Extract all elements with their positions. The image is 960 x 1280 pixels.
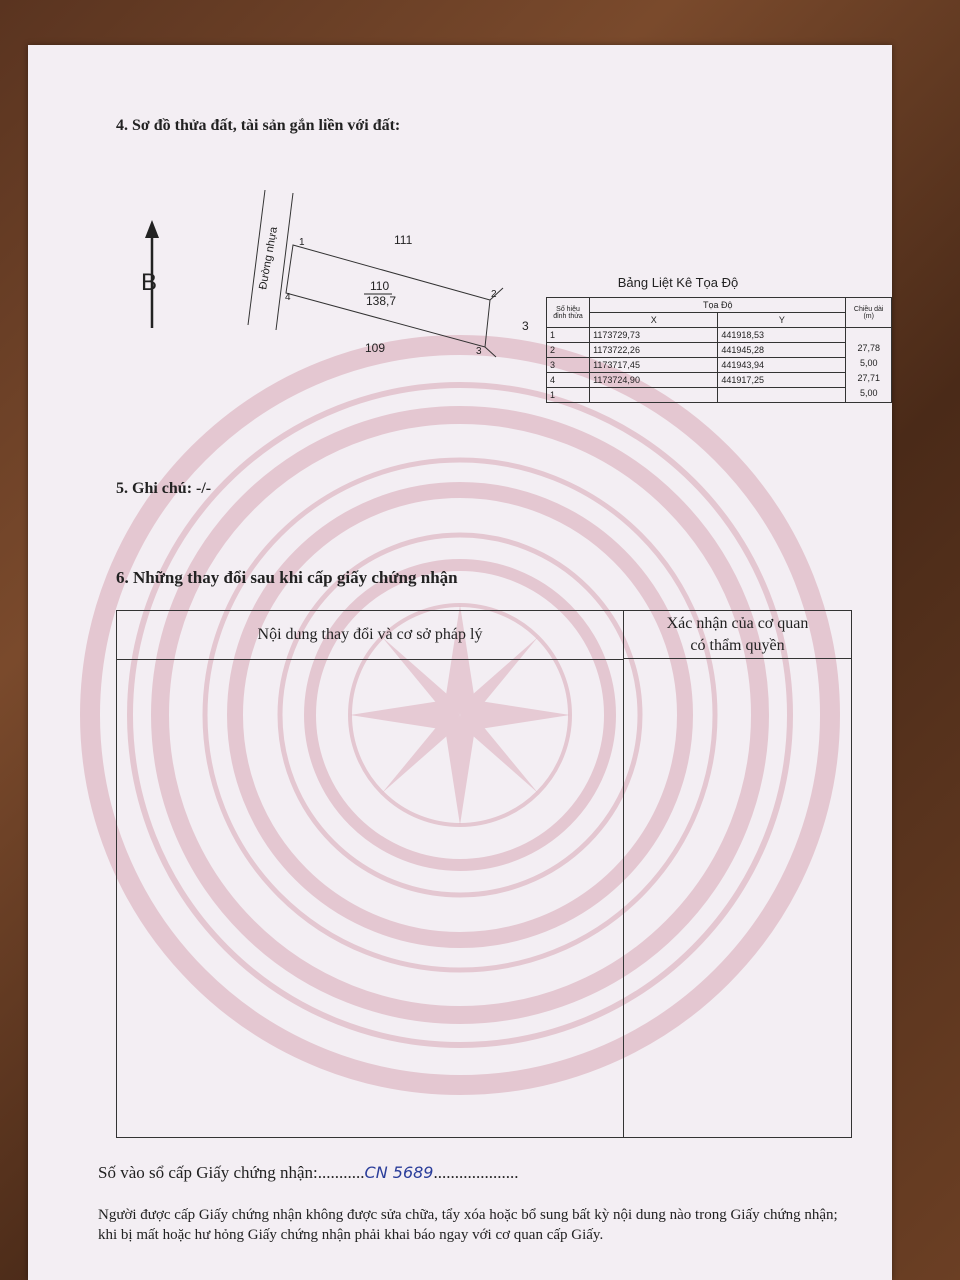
table-row xyxy=(547,388,892,403)
registry-dots-before: ........... xyxy=(317,1163,365,1182)
notice-text: Người được cấp Giấy chứng nhận không được sửa chữa, tẩy xóa hoặc bổ sung bất kỳ nội dung nào trong Giấy chứng nhận; khi bị mất hoặc hư hỏng Giấy chứng nhận phải khai báo ngay với cơ quan cấp Giấy. xyxy=(98,1207,838,1243)
column-divider xyxy=(623,659,624,1137)
header-length: Chiều dài (m) xyxy=(846,298,892,328)
changes-table xyxy=(116,610,852,1138)
cell-x: 1173717,45 xyxy=(590,358,718,373)
cell-length: 5,00 xyxy=(846,358,892,373)
cell-x: 1173729,73 xyxy=(590,328,718,343)
cell-x xyxy=(590,388,718,403)
north-label: B xyxy=(141,269,158,296)
section-5-title: 5. Ghi chú: -/- xyxy=(116,480,212,497)
cell-y: 441917,25 xyxy=(718,373,846,388)
neighbor-bottom-label: 109 xyxy=(365,341,386,355)
cell-x: 1173722,26 xyxy=(590,343,718,358)
cell-id: 2 xyxy=(547,343,590,358)
table-row xyxy=(547,358,892,373)
registry-dots-after: .................... xyxy=(433,1163,519,1182)
neighbor-right-label: 3 xyxy=(522,319,529,333)
coord-table-title: Bảng Liệt Kê Tọa Độ xyxy=(617,275,739,290)
table-row xyxy=(547,373,892,388)
neighbor-top-label: 111 xyxy=(394,233,413,247)
header-x: X xyxy=(590,313,718,328)
cell-length: 27,71 xyxy=(846,373,892,388)
section-4-title: 4. Sơ đồ thửa đất, tài sản gắn liền với đất: xyxy=(116,117,401,134)
table-row xyxy=(547,328,892,343)
changes-content-header: Nội dung thay đổi và cơ sở pháp lý xyxy=(117,611,624,660)
coord-table xyxy=(546,297,892,403)
registry-number-handwritten: CN 5689 xyxy=(364,1163,434,1182)
cell-length-spacer xyxy=(846,328,892,343)
cell-length: 5,00 xyxy=(846,388,892,403)
road-label: Đường nhựa xyxy=(257,225,280,291)
registry-number-line xyxy=(98,1163,518,1183)
confirm-header-line2: có thẩm quyền xyxy=(690,637,785,654)
cell-id: 1 xyxy=(547,328,590,343)
cell-y: 441945,28 xyxy=(718,343,846,358)
cell-y: 441943,94 xyxy=(718,358,846,373)
table-row xyxy=(547,343,892,358)
point-2-label: 2 xyxy=(491,289,497,300)
cell-id: 3 xyxy=(547,358,590,373)
cell-y xyxy=(718,388,846,403)
parcel-id-label: 110 xyxy=(370,279,390,293)
confirm-header-line1: Xác nhận của cơ quan xyxy=(666,615,809,632)
cell-id: 1 xyxy=(547,388,590,403)
cell-length: 27,78 xyxy=(846,343,892,358)
cell-x: 1173724,90 xyxy=(590,373,718,388)
changes-confirm-header xyxy=(624,611,851,659)
registry-label: Số vào sổ cấp Giấy chứng nhận: xyxy=(98,1163,318,1182)
cell-y: 441918,53 xyxy=(718,328,846,343)
header-y: Y xyxy=(718,313,846,328)
section-6-title: 6. Những thay đổi sau khi cấp giấy chứng nhận xyxy=(116,568,458,587)
certificate-page xyxy=(28,45,892,1280)
point-1-label: 1 xyxy=(299,237,305,248)
point-4-label: 4 xyxy=(285,292,291,303)
point-3-label: 3 xyxy=(476,346,482,357)
header-point-id: Số hiệu đỉnh thửa xyxy=(547,298,590,328)
header-coord: Tọa Độ xyxy=(590,298,846,313)
cell-id: 4 xyxy=(547,373,590,388)
parcel-area-label: 138,7 xyxy=(366,294,397,308)
